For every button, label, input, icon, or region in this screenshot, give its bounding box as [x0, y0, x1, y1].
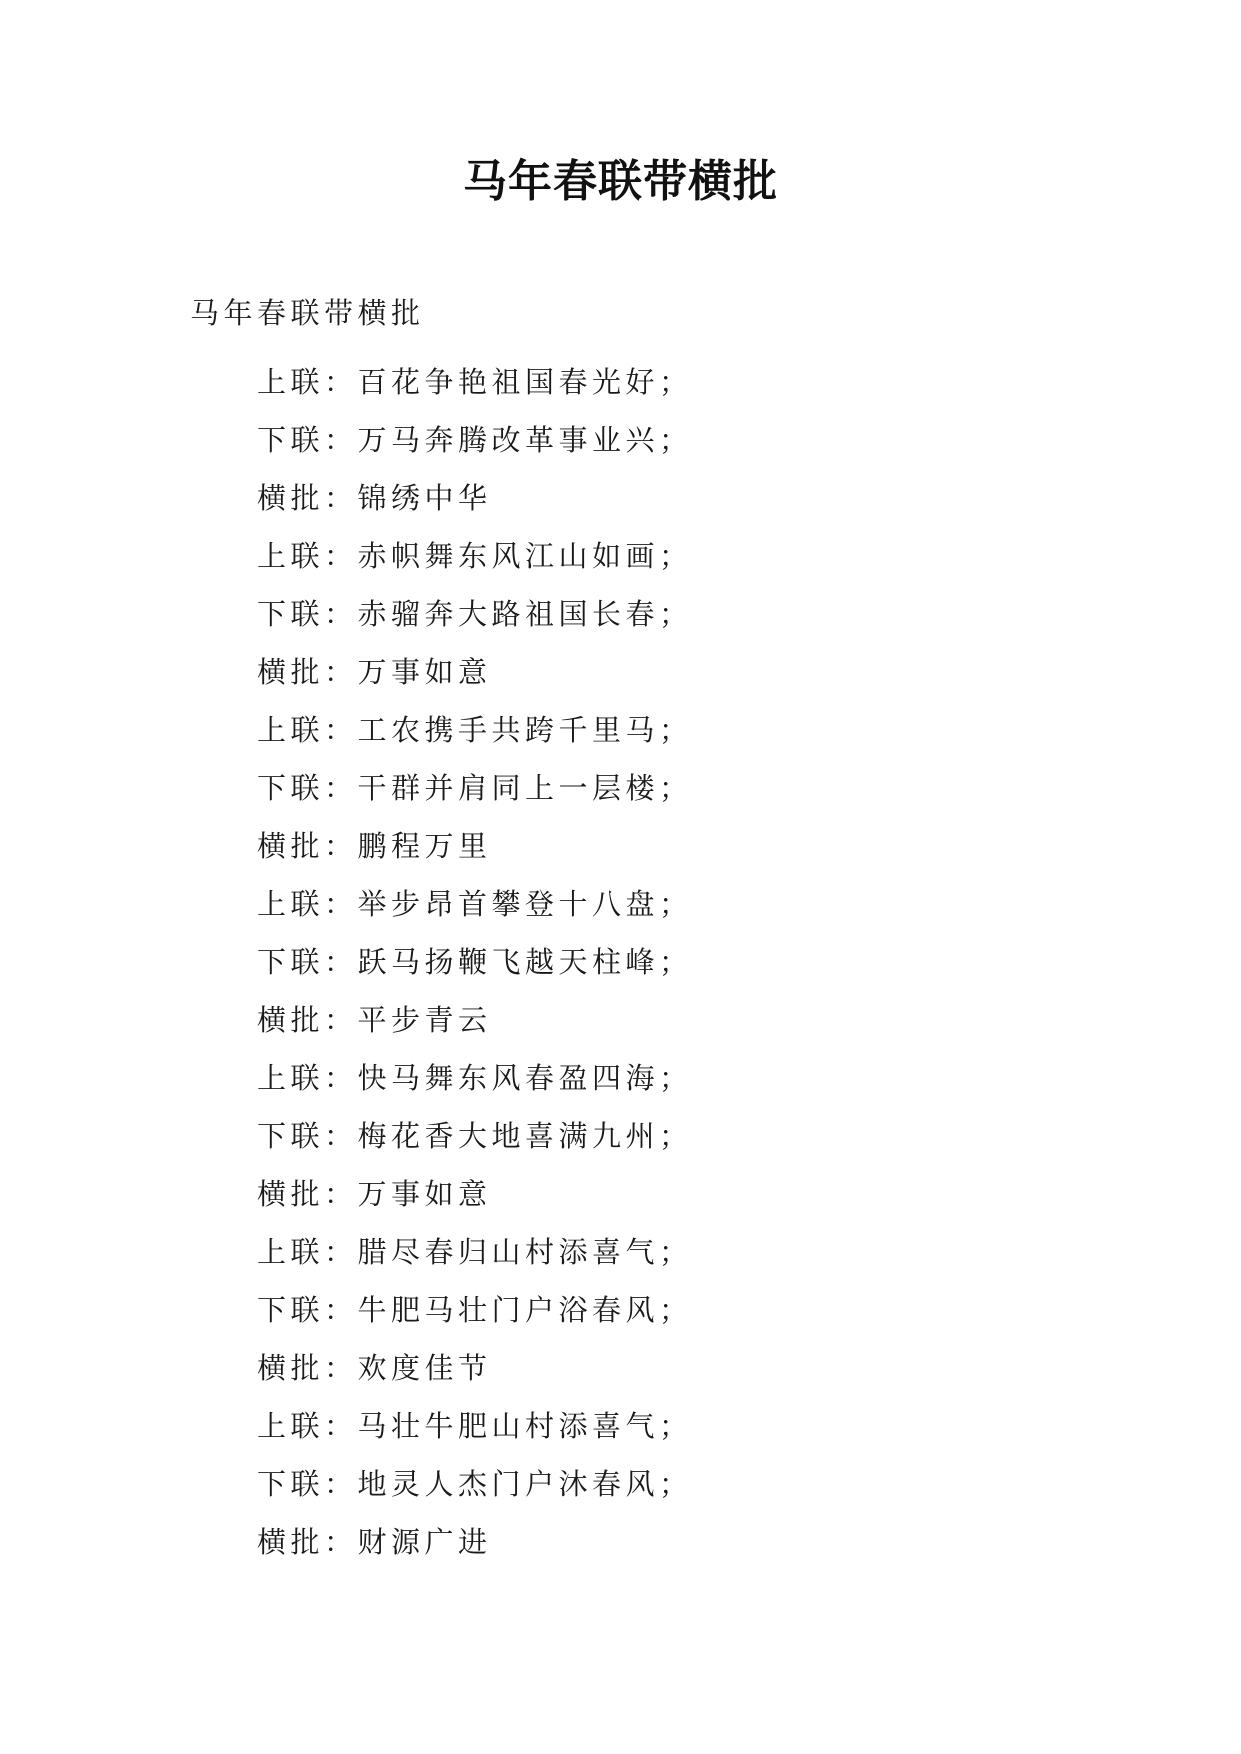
line-separator: ：	[324, 1408, 358, 1443]
line-label: 下联	[257, 422, 325, 457]
couplet-line	[257, 699, 693, 757]
line-label: 上联	[257, 538, 325, 573]
line-separator: ：	[324, 770, 358, 805]
couplet-line	[257, 467, 693, 525]
line-separator: ：	[324, 886, 358, 921]
couplet-line	[257, 1105, 693, 1163]
line-text: 工农携手共跨千里马；	[357, 712, 693, 747]
line-text: 干群并肩同上一层楼；	[357, 770, 693, 805]
couplet-line	[257, 1395, 693, 1453]
line-separator: ：	[324, 538, 358, 573]
line-label: 上联	[257, 712, 325, 747]
line-label: 上联	[257, 1060, 325, 1095]
line-separator: ：	[324, 422, 358, 457]
line-label: 上联	[257, 1234, 325, 1269]
line-text: 马壮牛肥山村添喜气；	[357, 1408, 693, 1443]
line-label: 下联	[257, 770, 325, 805]
line-text: 牛肥马壮门户浴春风；	[357, 1292, 693, 1327]
line-separator: ：	[324, 712, 358, 747]
line-label: 横批	[257, 480, 325, 515]
couplet-line	[257, 873, 693, 931]
line-label: 横批	[257, 1350, 325, 1385]
couplet-line	[257, 583, 693, 641]
line-text: 欢度佳节	[357, 1350, 492, 1385]
line-label: 横批	[257, 1176, 325, 1211]
line-text: 万事如意	[357, 654, 492, 689]
line-label: 横批	[257, 654, 325, 689]
couplet-line	[257, 757, 693, 815]
line-label: 横批	[257, 828, 325, 863]
line-text: 快马舞东风春盈四海；	[357, 1060, 693, 1095]
couplet-line	[257, 409, 693, 467]
couplet-line	[257, 1047, 693, 1105]
line-label: 下联	[257, 1466, 325, 1501]
line-text: 锦绣中华	[357, 480, 492, 515]
couplet-line	[257, 815, 693, 873]
couplet-line	[257, 1221, 693, 1279]
line-separator: ：	[324, 1466, 358, 1501]
couplet-line	[257, 1163, 693, 1221]
line-separator: ：	[324, 1118, 358, 1153]
line-label: 上联	[257, 1408, 325, 1443]
line-separator: ：	[324, 1350, 358, 1385]
line-text: 赤帜舞东风江山如画；	[357, 538, 693, 573]
line-label: 上联	[257, 886, 325, 921]
couplet-line	[257, 525, 693, 583]
line-label: 下联	[257, 1118, 325, 1153]
line-separator: ：	[324, 944, 358, 979]
line-label: 下联	[257, 944, 325, 979]
couplet-line	[257, 989, 693, 1047]
line-label: 横批	[257, 1002, 325, 1037]
line-separator: ：	[324, 1060, 358, 1095]
page-title: 马年春联带横批	[463, 156, 778, 207]
couplet-line	[257, 1337, 693, 1395]
section-heading: 马年春联带横批	[190, 296, 425, 330]
line-text: 万事如意	[357, 1176, 492, 1211]
line-separator: ：	[324, 1002, 358, 1037]
line-label: 下联	[257, 596, 325, 631]
line-text: 平步青云	[357, 1002, 492, 1037]
line-text: 赤骝奔大路祖国长春；	[357, 596, 693, 631]
line-label: 横批	[257, 1524, 325, 1559]
line-label: 下联	[257, 1292, 325, 1327]
line-separator: ：	[324, 1234, 358, 1269]
line-text: 财源广进	[357, 1524, 492, 1559]
line-separator: ：	[324, 480, 358, 515]
line-separator: ：	[324, 596, 358, 631]
line-text: 地灵人杰门户沐春风；	[357, 1466, 693, 1501]
line-separator: ：	[324, 654, 358, 689]
line-text: 梅花香大地喜满九州；	[357, 1118, 693, 1153]
line-separator: ：	[324, 1292, 358, 1327]
line-separator: ：	[324, 828, 358, 863]
line-text: 百花争艳祖国春光好；	[357, 364, 693, 399]
line-separator: ：	[324, 1524, 358, 1559]
line-text: 鹏程万里	[357, 828, 492, 863]
line-separator: ：	[324, 364, 358, 399]
line-label: 上联	[257, 364, 325, 399]
couplet-line	[257, 1279, 693, 1337]
line-text: 举步昂首攀登十八盘；	[357, 886, 693, 921]
couplet-line	[257, 1453, 693, 1511]
couplet-line	[257, 351, 693, 409]
line-text: 跃马扬鞭飞越天柱峰；	[357, 944, 693, 979]
couplet-list	[257, 351, 693, 1569]
line-separator: ：	[324, 1176, 358, 1211]
line-text: 腊尽春归山村添喜气；	[357, 1234, 693, 1269]
couplet-line	[257, 1511, 693, 1569]
couplet-line	[257, 641, 693, 699]
line-text: 万马奔腾改革事业兴；	[357, 422, 693, 457]
couplet-line	[257, 931, 693, 989]
